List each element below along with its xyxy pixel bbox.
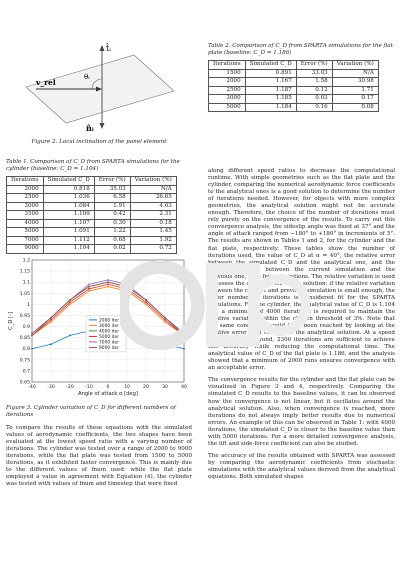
table-cell: 1.187: [245, 86, 296, 95]
y-axis-label: C_D [-]: [8, 311, 14, 330]
table-row: [7, 236, 177, 245]
x-tick-label: -20: [66, 384, 74, 390]
left-paragraph-1: To compare the results of these equations with the simulated values of aerodynamic coefficients, the two shapes have been evaluated at the lowest speed ratio with a varying number of iterations. The cylinder was tested over a range of 2000 to 9000 iterations, while the flat plate was tested from 1500 to 5000 iterations, as it exhibited faster convergence. This is mainly due to the different values of fnum used: while the flat plate employed a value in agreement with Equation (4), the cylinder was tested with values of fnum and timestep that were fixed: [6, 424, 192, 487]
table-cell: 1.109: [43, 211, 94, 220]
table-cell: 2000: [209, 78, 246, 87]
table-cell: 0.818: [43, 185, 94, 194]
series-point: [107, 281, 109, 283]
series-point: [126, 283, 128, 285]
table-cell: 9000: [7, 245, 44, 254]
theta-label: θᵢ: [84, 73, 90, 81]
table-cell: 2500: [7, 194, 44, 203]
y-tick-label: 0.85: [19, 335, 30, 341]
table-cell: 5000: [209, 103, 246, 112]
x-tick-label: 20: [143, 384, 149, 390]
table2-flat-plate: [208, 60, 379, 112]
table-row: [7, 245, 177, 254]
table-cell: 35.03: [94, 185, 130, 194]
table-cell: 6.58: [94, 194, 130, 203]
table-row: [209, 103, 379, 112]
table-cell: 3000: [7, 202, 44, 211]
table-header-cell: Variation (%): [130, 177, 176, 186]
table-cell: 1.091: [43, 228, 94, 237]
series-point: [183, 334, 185, 336]
series-point: [126, 287, 128, 289]
series-point: [164, 321, 166, 323]
table-cell: 0.30: [94, 219, 130, 228]
table-header-row: [209, 61, 379, 70]
series-point: [126, 285, 128, 287]
x-tick-label: 0: [106, 384, 110, 390]
x-axis-label: Angle of attack α [deg]: [78, 390, 138, 397]
table-cell: 1.107: [43, 219, 94, 228]
table-cell: 3000: [209, 95, 246, 104]
table-cell: 3500: [7, 211, 44, 220]
y-tick-label: 1.1: [22, 280, 30, 286]
series-point: [50, 316, 52, 318]
series-point: [164, 318, 166, 320]
series-point: [107, 285, 109, 287]
table-cell: 1.184: [245, 103, 296, 112]
table-row: [209, 69, 379, 78]
table-cell: 1.104: [43, 245, 94, 254]
table-row: [209, 95, 379, 104]
table-header-cell: Simulated C_D: [43, 177, 94, 186]
series-point: [88, 283, 90, 285]
x-tick-label: -40: [28, 384, 36, 390]
legend-label: 4000 iter: [99, 328, 120, 334]
y-tick-label: 1.2: [22, 258, 30, 263]
table-cell: 1.58: [296, 78, 332, 87]
tangent-arrowhead: [100, 45, 105, 51]
y-tick-label: 0.8: [22, 346, 30, 352]
table-header-cell: Iterations: [209, 61, 246, 70]
table-cell: 1.45: [130, 228, 176, 237]
series-point: [164, 343, 166, 345]
series-point: [164, 316, 166, 318]
series-point: [145, 301, 147, 303]
series-point: [145, 334, 147, 336]
table-cell: 0.03: [296, 95, 332, 104]
series-point: [145, 299, 147, 301]
cd-line-chart: [6, 254, 192, 404]
legend-label: 2000 iter: [99, 317, 120, 323]
table-cell: 0.17: [332, 95, 378, 104]
x-tick-label: 40: [181, 384, 187, 390]
table-cell: 1.91: [94, 202, 130, 211]
y-tick-label: 1: [27, 302, 30, 308]
series-point: [88, 287, 90, 289]
table-cell: 0.08: [332, 103, 378, 112]
panel-inclination-diagram: [6, 5, 192, 145]
normal-arrowhead: [100, 123, 105, 129]
table1-cylinder: [6, 176, 177, 254]
table-header-row: [7, 177, 177, 186]
table-cell: 26.65: [130, 194, 176, 203]
series-point: [126, 330, 128, 332]
series-point: [88, 290, 90, 292]
x-tick-label: -10: [85, 384, 93, 390]
table-cell: N/A: [130, 185, 176, 194]
table-cell: 2000: [7, 185, 44, 194]
y-tick-label: 0.75: [19, 357, 30, 363]
table1-caption: Table 1. Comparison of C_D from SPARTA simulations for the cylinder (baseline: C_D = 1.104): [6, 159, 180, 172]
right-paragraph-1: along different speed ratios to decrease the computational runtime. With simple geometries such as the flat plate and the cylinder, comparing the numerical aerodynamic force coefficients to the analytical ones is a good solution to determine the number of iterations needed. However, for objects with more complex geometries, the analytical solution might not be accurate enough. Therefore, the choice of the number of iterations must rely purely on the convergence of the results. To carry out this convergence analysis, the sideslip angle was fixed at 37° and the angle of attack ranged from −180° to +180° in increments of 5°. The results are shown in Tables 1 and 2, for the cylinder and the flat plate, respectively. These tables show the number of iterations used, the value of C_D at α = 40°, the relative error between the simulated C_D and the analytical one, and the relative variation between the current simulation and the previous one, with fewer iterations. The relative variation is used to assess the convergence of the solution: if the relative variation between the current and previous simulation is small enough, the lower number of iterations is considered fit for the SPARTA simulations. For the cylinder, the analytical value of C_D is 1.104 and a minimum of 4000 iterations is required to maintain the relative variation within the chosen threshold of 3%. Note that the same conclusion could have been reached by looking at the relative error with respect to the analytical solution. At a speed ratio of 4 and beyond, 2300 iterations are sufficient to achieve this accuracy while reducing the computational time. The analytical value of C_D of the flat plate is 1.186, and the analysis showed that a minimum of 2000 runs ensures convergence with an acceptable error.: [208, 168, 395, 372]
table-header-cell: Variation (%): [332, 61, 378, 70]
table-cell: 0.891: [245, 69, 296, 78]
table-cell: 0.68: [94, 236, 130, 245]
table-cell: 0.02: [94, 245, 130, 254]
series-point: [50, 321, 52, 323]
series-point: [31, 347, 33, 349]
table-cell: 0.16: [296, 103, 332, 112]
table-cell: 1.036: [43, 194, 94, 203]
legend-label: 5000 iter: [99, 334, 120, 340]
table-cell: 1.22: [94, 228, 130, 237]
table-cell: 0.72: [130, 245, 176, 254]
series-point: [69, 299, 71, 301]
y-tick-label: 0.7: [22, 368, 30, 374]
series-point: [145, 303, 147, 305]
table-header-cell: Iterations: [7, 177, 44, 186]
table-cell: 0.12: [296, 86, 332, 95]
table-cell: 30.98: [332, 78, 378, 87]
table-row: [7, 219, 177, 228]
table-cell: N/A: [332, 69, 378, 78]
table-cell: 1.167: [245, 78, 296, 87]
table-row: [7, 185, 177, 194]
table-cell: 0.42: [94, 211, 130, 220]
series-point: [126, 290, 128, 292]
series-point: [107, 279, 109, 281]
y-tick-label: 0.9: [22, 324, 30, 330]
table-row: [209, 86, 379, 95]
table-row: [7, 211, 177, 220]
series-point: [107, 283, 109, 285]
series-point: [183, 332, 185, 334]
y-tick-label: 1.15: [19, 269, 30, 275]
table-cell: 1.084: [43, 202, 94, 211]
x-tick-label: -30: [47, 384, 55, 390]
table-cell: 4.63: [130, 202, 176, 211]
table-cell: 4000: [7, 219, 44, 228]
table-header-cell: Error (%): [94, 177, 130, 186]
left-column: [6, 5, 192, 488]
table-cell: 33.03: [296, 69, 332, 78]
legend-label: 3000 iter: [99, 323, 120, 329]
normal-label: n̂ᵢ: [86, 123, 94, 133]
table-header-cell: Error (%): [296, 61, 332, 70]
table-cell: 1.185: [245, 95, 296, 104]
table-header-cell: Simulated C_D: [245, 61, 296, 70]
figure-local-inclination: [6, 5, 192, 153]
y-tick-label: 0.95: [19, 313, 30, 319]
legend-label: 9000 iter: [99, 345, 120, 351]
table-cell: 1.92: [130, 236, 176, 245]
series-point: [183, 347, 185, 349]
table-row: [7, 202, 177, 211]
table-cell: 2500: [209, 86, 246, 95]
table-cell: 1.71: [332, 86, 378, 95]
tangent-label: t̂ᵢ: [106, 44, 111, 53]
series-point: [50, 343, 52, 345]
table2-caption: Table 2. Comparison of C_D from SPARTA simulations for the flat plate (baseline: C_D = 1.186): [208, 43, 393, 56]
figure2-caption: Figure 2. Local inclination of the panel element: [31, 139, 167, 145]
series-point: [69, 303, 71, 305]
table-cell: 7000: [7, 236, 44, 245]
right-column: [208, 5, 395, 481]
series-point: [31, 332, 33, 334]
series-point: [31, 334, 33, 336]
right-paragraph-3: The accuracy of the results obtained with SPARTA was assessed by comparing the aerodynamic coefficients from stochastic simulations with the analytical values derived from the analytical equations. Both simulated shapes: [208, 452, 395, 480]
series-point: [88, 285, 90, 287]
series-point: [69, 334, 71, 336]
table-cell: 0.18: [130, 219, 176, 228]
table-cell: 5000: [7, 228, 44, 237]
table-cell: 1500: [209, 69, 246, 78]
x-tick-label: 30: [162, 384, 168, 390]
figure3-chart: [6, 254, 192, 404]
table-row: [7, 228, 177, 237]
y-tick-label: 0.65: [19, 380, 30, 385]
x-tick-label: 10: [124, 384, 130, 390]
table-cell: 1.112: [43, 236, 94, 245]
legend-label: 7000 iter: [99, 339, 120, 345]
series-point: [69, 301, 71, 303]
y-tick-label: 1.05: [19, 291, 30, 297]
table-cell: 2.31: [130, 211, 176, 220]
figure3-caption: Figure 3. Cylinder variation of C_D for different numbers of iterations: [6, 404, 176, 418]
table-row: [7, 194, 177, 203]
right-paragraph-2: The convergence results for the cylinder and the flat plate can be visualised in Figure 3 and 4, respectively. Comparing the simulated C_D results to the baseline values, it can be observed how the convergence is not linear, but it oscillates around the analytical solution. Also, when convergence is reached, more iterations do not always imply better results due to numerical errors. An example of this can be observed in Table 1: with 4000 iterations, the simulated C_D is closer to the baseline value than with 5000 iterations. For a more detailed convergence analysis, the lift and side-force coefficient can also be studied.: [208, 377, 395, 447]
series-point: [50, 318, 52, 320]
table-row: [209, 78, 379, 87]
velocity-label: v_rel: [36, 78, 56, 87]
